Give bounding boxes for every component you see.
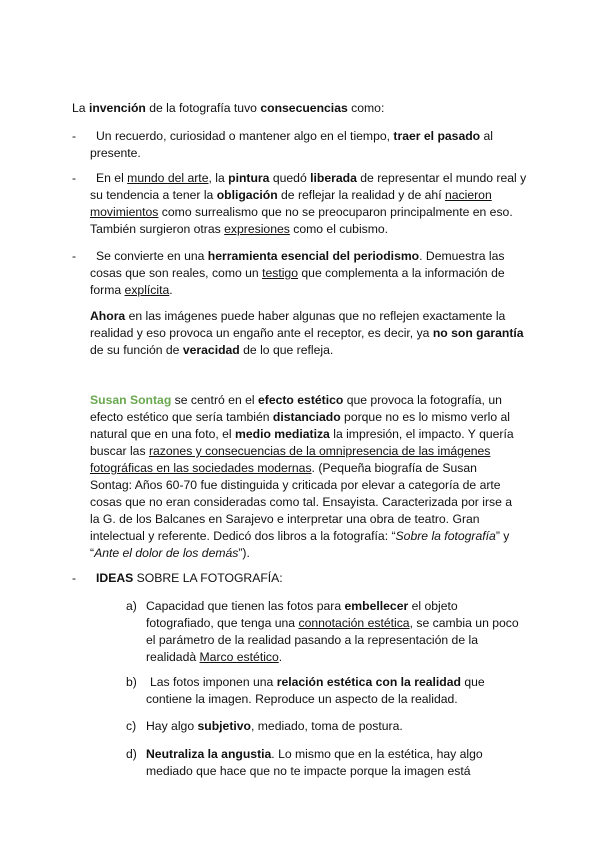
list-item-d: Neutraliza la angustia. Lo mismo que en la estética, hay algo mediado que hace que no te impacte porque la imagen está xyxy=(146,747,483,778)
bullet-dash: - xyxy=(72,571,77,585)
bullet-item-3: Se convierte en una herramienta esencial del periodismo. Demuestra las cosas que son reales, como un testigo que complementa a la información de forma explícita. xyxy=(90,249,505,297)
bullet-dash: - xyxy=(72,249,77,263)
list-marker-a: a) xyxy=(126,599,137,613)
bullet-dash: - xyxy=(72,129,77,143)
list-item-a: Capacidad que tienen las fotos para embellecer el objeto fotografiado, que tenga una connotación estética, se cambia un poco el parámetro de la realidad pasando a la representación de la realidadà Marco estético. xyxy=(146,599,519,664)
list-marker-d: d) xyxy=(126,747,137,761)
bullet-item-2: En el mundo del arte, la pintura quedó liberada de representar el mundo real y su tendencia a tener la obligación de reflejar la realidad y de ahí nacieron movimientos como surrealismo que no se preocuparon principalmente en eso. También surgieron otras expresiones como el cubismo. xyxy=(90,171,527,236)
sontag-paragraph: Susan Sontag se centró en el efecto estético que provoca la fotografía, un efecto estético que sería también distanciado porque no es lo mismo verlo al natural que en una foto, el medio mediatiza la impresión, el impacto. Y quería buscar las razones y consecuencias de la omnipresencia de las imágenes fotográficas en las sociedades modernas. (Pequeña biografía de Susan Sontag: Años 60-70 fue distinguida y criticada por elevar a categoría de arte cosas que no eran consideradas como tal. Ensayista. Caracterizada por irse a la G. de los Balcanes en Sarajevo e interpretar una obra de teatro. Gran intelectual y referente. Dedicó dos libros a la fotografía: “Sobre la fotografía” y “Ante el dolor de los demás”). xyxy=(90,393,514,560)
bullet-item-1: Un recuerdo, curiosidad o mantener algo en el tiempo, traer el pasado al presente. xyxy=(90,129,494,160)
intro-paragraph: La invención de la fotografía tuvo consecuencias como: xyxy=(72,101,385,115)
bullet-dash: - xyxy=(72,171,77,185)
list-item-b: Las fotos imponen una relación estética con la realidad que contiene la imagen. Reproduce un aspecto de la realidad. xyxy=(146,675,485,706)
list-marker-c: c) xyxy=(126,719,137,733)
list-marker-b: b) xyxy=(126,675,137,689)
ideas-heading: IDEAS SOBRE LA FOTOGRAFÍA: xyxy=(96,571,283,585)
ahora-paragraph: Ahora en las imágenes puede haber algunas que no reflejen exactamente la realidad y eso provoca un engaño ante el receptor, es decir, ya no son garantía de su función de veracidad de lo que refleja. xyxy=(90,309,524,357)
sontag-name: Susan Sontag xyxy=(90,393,172,407)
list-item-c: Hay algo subjetivo, mediado, toma de postura. xyxy=(146,719,403,733)
